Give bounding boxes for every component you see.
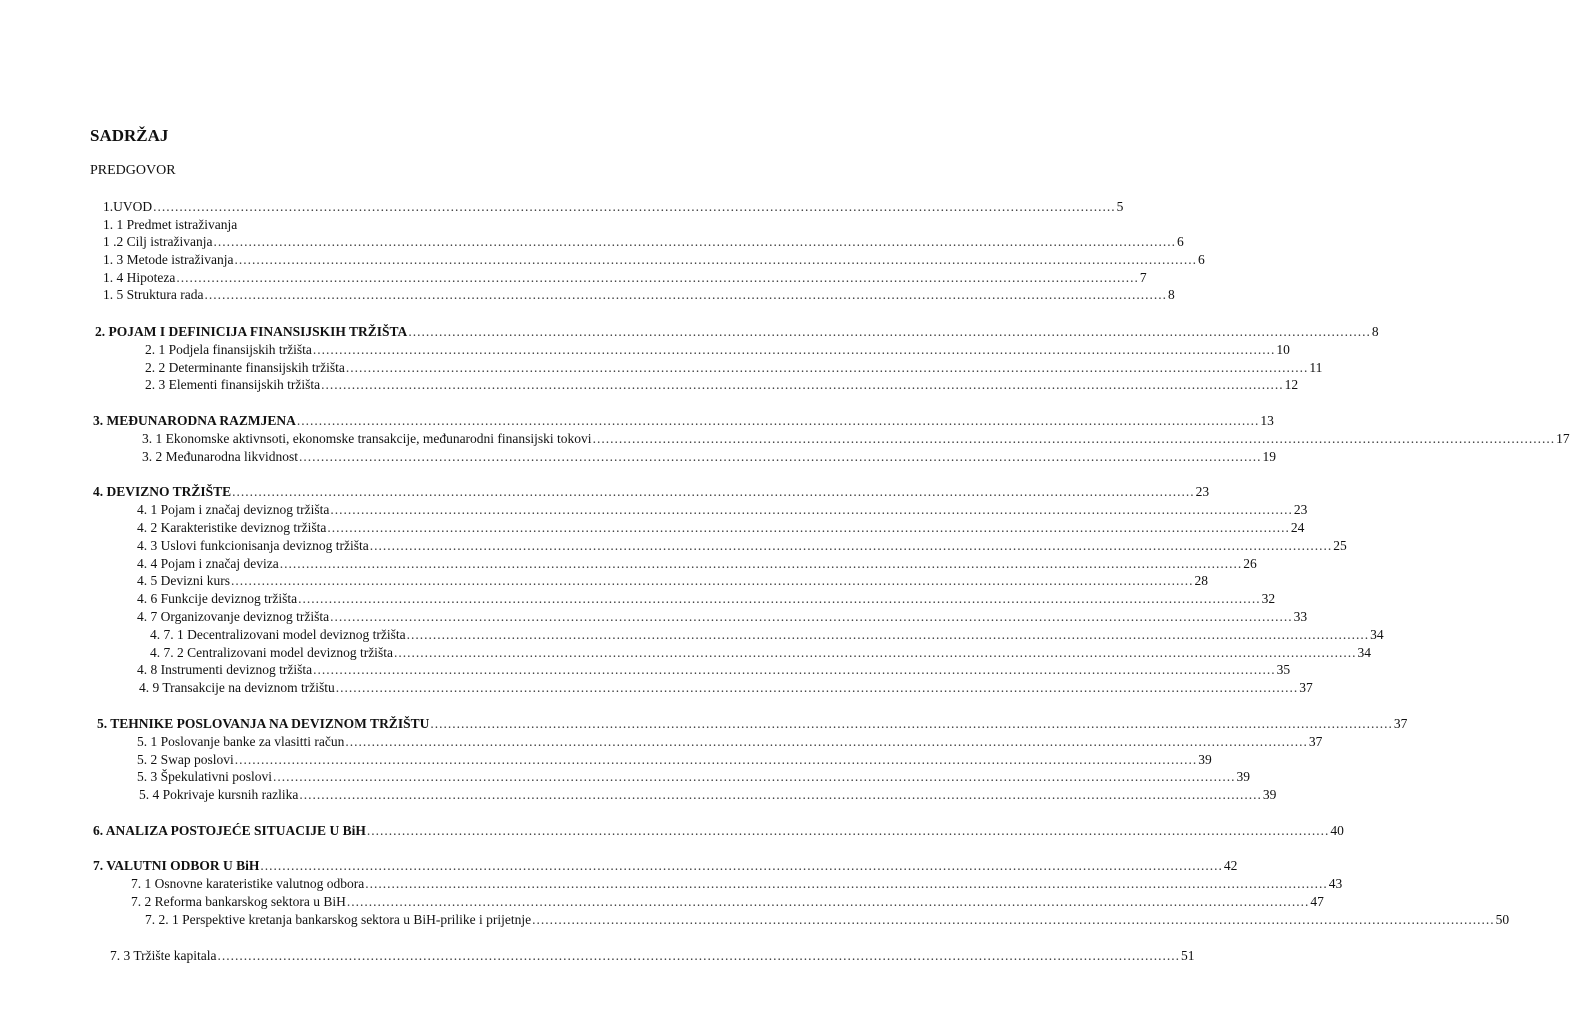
toc-page: 39 (1236, 769, 1250, 784)
toc-entry[interactable] (97, 716, 1408, 732)
toc-entry[interactable] (137, 769, 1250, 785)
toc-entry[interactable] (137, 609, 1308, 625)
toc-page: 25 (1333, 538, 1347, 553)
toc-leader: ............................................................................................................................................................................................................................ (234, 252, 1197, 267)
toc-leader: ............................................................................................................................................................................................................................ (592, 431, 1556, 446)
toc-entry[interactable] (142, 449, 1276, 465)
toc-page: 24 (1290, 520, 1305, 535)
toc-label: 5. TEHNIKE POSLOVANJA NA DEVIZNOM TRŽIŠTU (97, 716, 430, 731)
toc-label: 4. 4 Pojam i značaj deviza (137, 556, 279, 571)
toc-leader: ............................................................................................................................................................................................................................ (312, 342, 1276, 357)
toc-entry[interactable] (103, 287, 1175, 303)
toc-label: 2. 2 Determinante finansijskih tržišta (145, 360, 345, 375)
toc-label: 4. 2 Karakteristike deviznog tržišta (137, 520, 327, 535)
toc-label: 1. 3 Metode istraživanja (103, 252, 234, 267)
toc-entry[interactable] (150, 645, 1371, 661)
toc-entry[interactable] (145, 912, 1510, 928)
toc-page: 43 (1328, 876, 1343, 891)
toc-label: 5. 2 Swap poslovi (137, 752, 234, 767)
toc-leader: ............................................................................................................................................................................................................................ (204, 287, 1167, 302)
toc-entry[interactable] (137, 734, 1323, 750)
preface-heading: PREDGOVOR (90, 163, 176, 178)
toc-page: 10 (1276, 342, 1290, 357)
toc-entry[interactable] (103, 217, 679, 233)
toc-label: 4. 3 Uslovi funkcionisanja deviznog tržišta (137, 538, 369, 553)
toc-page: 37 (1299, 680, 1313, 695)
toc-leader: ............................................................................................................................................................................................................................ (365, 876, 1328, 891)
toc-page: 11 (1309, 360, 1323, 375)
toc-entry[interactable] (93, 484, 1210, 500)
toc-entry[interactable] (131, 876, 1343, 892)
toc-page: 23 (1293, 502, 1308, 517)
toc-leader: ............................................................................................................................................................................................................................ (393, 645, 1357, 660)
toc-entry[interactable] (137, 538, 1347, 554)
toc-leader: ............................................................................................................................................................................................................................ (408, 324, 1371, 339)
toc-leader: ............................................................................................................................................................................................................................ (321, 377, 1284, 392)
toc-page: 6 (1176, 234, 1184, 249)
toc-label: 3. 1 Ekonomske aktivnsoti, ekonomske transakcije, međunarodni finansijski tokovi (142, 431, 592, 446)
toc-label: 4. 7. 1 Decentralizovani model deviznog tržišta (150, 627, 406, 642)
toc-page: 17 (1556, 431, 1570, 446)
toc-page: 39 (1262, 787, 1277, 802)
toc-label: 7. 2. 1 Perspektive kretanja bankarskog sektora u BiH-prilike i prijetnje (145, 912, 532, 927)
toc-entry[interactable] (137, 573, 1208, 589)
toc-leader: ............................................................................................................................................................................................................................ (532, 912, 1495, 927)
toc-leader: ............................................................................................................................................................................................................................ (369, 538, 1333, 553)
toc-leader: ............................................................................................................................................................................................................................ (330, 502, 1293, 517)
toc-page: 35 (1276, 662, 1291, 677)
toc-entry[interactable] (103, 270, 1147, 286)
toc-page: 23 (1195, 484, 1210, 499)
toc-page: 40 (1330, 823, 1344, 838)
page-title: SADRŽAJ (90, 126, 169, 145)
toc-leader: ............................................................................................................................................................................................................................ (296, 413, 1260, 428)
toc-page: 51 (1181, 948, 1195, 963)
toc-page: 26 (1243, 556, 1257, 571)
toc-entry[interactable] (137, 662, 1291, 678)
toc-label: 4. 8 Instrumenti deviznog tržišta (137, 662, 313, 677)
toc-leader: ............................................................................................................................................................................................................................ (313, 662, 1276, 677)
toc-entry[interactable] (103, 234, 1184, 250)
toc-entry[interactable] (137, 752, 1212, 768)
toc-page: 47 (1310, 894, 1324, 909)
toc-label: 5. 3 Špekulativni poslovi (137, 769, 272, 784)
toc-entry[interactable] (110, 948, 1195, 964)
toc-leader: ............................................................................................................................................................................................................................ (366, 823, 1330, 838)
toc-entry[interactable] (103, 252, 1205, 268)
toc-label: 4. 1 Pojam i značaj deviznog tržišta (137, 502, 330, 517)
toc-label: 1. 4 Hipoteza (103, 270, 176, 285)
toc-label: 4. DEVIZNO TRŽIŠTE (93, 484, 232, 499)
toc-label: 3. MEĐUNARODNA RAZMJENA (93, 413, 296, 428)
toc-entry[interactable] (145, 342, 1290, 358)
toc-page: 19 (1262, 449, 1276, 464)
toc-label: 5. 4 Pokrivaje kursnih razlika (139, 787, 299, 802)
toc-leader: ............................................................................................................................................................................................................................ (217, 948, 1180, 963)
toc-entry[interactable] (137, 591, 1276, 607)
toc-page: 5 (1116, 199, 1124, 214)
toc-label: 4. 6 Funkcije deviznog tržišta (137, 591, 298, 606)
toc-entry[interactable] (142, 431, 1570, 447)
toc-label: 7. VALUTNI ODBOR U BiH (93, 858, 260, 873)
toc-label: 4. 7. 2 Centralizovani model deviznog tržišta (150, 645, 393, 660)
toc-page: 8 (1371, 324, 1379, 339)
toc-label: 2. 3 Elementi finansijskih tržišta (145, 377, 321, 392)
toc-entry[interactable] (139, 787, 1277, 803)
toc-page: 12 (1284, 377, 1299, 392)
toc-label: 7. 2 Reforma bankarskog sektora u BiH (131, 894, 346, 909)
toc-label: 1. 5 Struktura rada (103, 287, 204, 302)
toc-label: 1.UVOD (103, 199, 153, 214)
toc-page: 8 (1167, 287, 1175, 302)
toc-leader: ............................................................................................................................................................................................................................ (335, 680, 1299, 695)
toc-entry[interactable] (139, 680, 1313, 696)
toc-entry[interactable] (137, 520, 1305, 536)
toc-leader: ............................................................................................................................................................................................................................ (176, 270, 1139, 285)
toc-leader: ............................................................................................................................................................................................................................ (232, 484, 1195, 499)
toc-leader: ............................................................................................................................................................................................................................ (430, 716, 1393, 731)
toc-label: 4. 5 Devizni kurs (137, 573, 230, 588)
toc-entry[interactable] (150, 627, 1384, 643)
toc-leader: ............................................................................................................................................................................................................................ (213, 234, 1176, 249)
toc-page: 33 (1293, 609, 1308, 624)
toc-entry[interactable] (95, 324, 1379, 340)
toc-leader: ............................................................................................................................................................................................................................ (273, 769, 1236, 784)
toc-leader: ............................................................................................................................................................................................................................ (327, 520, 1290, 535)
toc-page: 37 (1308, 734, 1323, 749)
toc-leader: ............................................................................................................................................................................................................................ (279, 556, 1243, 571)
toc-leader: ............................................................................................................................................................................................................................ (234, 752, 1198, 767)
toc-entry[interactable] (131, 894, 1324, 910)
toc-page: 28 (1194, 573, 1208, 588)
toc-page: 6 (1197, 252, 1205, 267)
toc-page: 50 (1495, 912, 1510, 927)
toc-label: 2. POJAM I DEFINICIJA FINANSIJSKIH TRŽIŠTA (95, 324, 408, 339)
toc-leader: ............................................................................................................................................................................................................................ (406, 627, 1370, 642)
toc-leader: ............................................................................................................................................................................................................................ (346, 894, 1310, 909)
toc-label: 7. 3 Tržište kapitala (110, 948, 217, 963)
toc-label: 4. 9 Transakcije na deviznom tržištu (139, 680, 335, 695)
toc-page: 34 (1357, 645, 1371, 660)
toc-label: 7. 1 Osnovne karateristike valutnog odbora (131, 876, 365, 891)
toc-leader: ............................................................................................................................................................................................................................ (298, 591, 1261, 606)
toc-entry[interactable] (137, 556, 1257, 572)
toc-page: 42 (1223, 858, 1238, 873)
toc-leader: ............................................................................................................................................................................................................................ (298, 449, 1262, 464)
toc-page: 7 (1139, 270, 1147, 285)
toc-page: 32 (1261, 591, 1276, 606)
toc-leader: ............................................................................................................................................................................................................................ (260, 858, 1223, 873)
toc-label: 1. 1 Predmet istraživanja (103, 217, 238, 232)
toc-page: 13 (1260, 413, 1274, 428)
toc-page: 37 (1393, 716, 1408, 731)
toc-label: 5. 1 Poslovanje banke za vlasitti račun (137, 734, 345, 749)
toc-entry[interactable] (103, 199, 1124, 215)
toc-entry[interactable] (93, 858, 1238, 874)
toc-leader: ............................................................................................................................................................................................................................ (345, 734, 1308, 749)
toc-entry[interactable] (93, 413, 1274, 429)
toc-page: 39 (1198, 752, 1212, 767)
toc-label: 4. 7 Organizovanje deviznog tržišta (137, 609, 330, 624)
toc-entry[interactable] (137, 502, 1308, 518)
toc-leader: ............................................................................................................................................................................................................................ (230, 573, 1194, 588)
toc-leader: ............................................................................................................................................................................................................................ (330, 609, 1293, 624)
toc-page: 34 (1370, 627, 1384, 642)
toc-label: 2. 1 Podjela finansijskih tržišta (145, 342, 312, 357)
toc-leader: ............................................................................................................................................................................................................................ (299, 787, 1262, 802)
toc-entry[interactable] (93, 823, 1344, 839)
toc-label: 3. 2 Međunarodna likvidnost (142, 449, 298, 464)
toc-leader: ............................................................................................................................................................................................................................ (153, 199, 1116, 214)
toc-leader: ............................................................................................................................................................................................................................ (345, 360, 1309, 375)
toc-label: 1 .2 Cilj istraživanja (103, 234, 213, 249)
toc-label: 6. ANALIZA POSTOJEĆE SITUACIJE U BiH (93, 823, 366, 838)
toc-entry[interactable] (145, 377, 1299, 393)
toc-entry[interactable] (145, 360, 1323, 376)
